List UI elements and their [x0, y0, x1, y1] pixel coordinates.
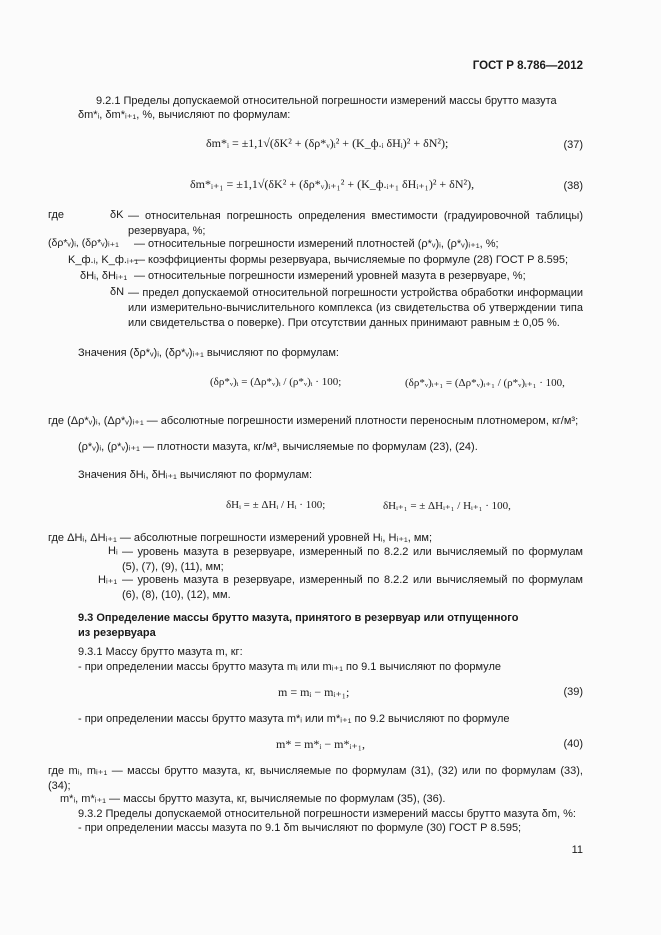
definition-rho: (ρ*ᵥ)ᵢ, (ρ*ᵥ)ᵢ₊₁ — плотности мазута, кг/м³, вычисляемые по формулам (23), (24).	[78, 441, 478, 453]
symbol-dK: δK	[110, 209, 124, 221]
formula-40-number: (40)	[563, 738, 583, 750]
definition-dH-abs: где ΔHᵢ, ΔHᵢ₊₁ — абсолютные погрешности измерений уровней Hᵢ, Hᵢ₊₁, мм;	[48, 532, 433, 544]
symbol-Kf: K_ф.ᵢ, K_ф.ᵢ₊₁	[68, 254, 139, 266]
formula-39-number: (39)	[563, 686, 583, 698]
section-9-3-title: 9.3 Определение массы брутто мазута, принятого в резервуар или отпущенного из резервуара	[78, 612, 519, 639]
definition-dH: — относительные погрешности измерений уровней мазута в резервуаре, %;	[134, 270, 526, 282]
where-word: где	[48, 209, 65, 221]
definition-dK: — относительная погрешность определения вместимости (градуировочной таблицы) резервуара, %;	[128, 210, 583, 237]
definition-mstar: m*ᵢ, m*ᵢ₊₁ — массы брутто мазута, кг, вычисляемые по формулам (35), (36).	[60, 793, 446, 805]
values-rho-intro: Значения (δρ*ᵥ)ᵢ, (δρ*ᵥ)ᵢ₊₁ вычисляют по формулам:	[78, 347, 339, 359]
paragraph-9-2-1-line1: 9.2.1 Пределы допускаемой относительной погрешности измерений массы брутто мазута	[96, 95, 557, 107]
formula-40: m* = m*ᵢ − m*ᵢ₊₁,	[276, 737, 365, 751]
paragraph-9-3-1: 9.3.1 Массу брутто мазута m, кг:	[78, 646, 243, 658]
formula-H-right: δHᵢ₊₁ = ± ΔHᵢ₊₁ / Hᵢ₊₁ · 100,	[383, 500, 511, 512]
formula-38-number: (38)	[563, 180, 583, 192]
bullet-9-1: - при определении массы брутто мазута mᵢ или mᵢ₊₁ по 9.1 вычисляют по формуле	[78, 661, 501, 673]
formula-rho-left: (δρ*ᵥ)ᵢ = (Δρ*ᵥ)ᵢ / (ρ*ᵥ)ᵢ · 100;	[210, 376, 342, 388]
formula-rho-right: (δρ*ᵥ)ᵢ₊₁ = (Δρ*ᵥ)ᵢ₊₁ / (ρ*ᵥ)ᵢ₊₁ · 100,	[405, 377, 565, 389]
definition-Kf: — коэффициенты формы резервуара, вычисляемые по формуле (28) ГОСТ Р 8.595;	[134, 254, 569, 266]
symbol-dH: δHᵢ, δHᵢ₊₁	[80, 270, 128, 282]
definition-drho-abs: где (Δρ*ᵥ)ᵢ, (Δρ*ᵥ)ᵢ₊₁ — абсолютные погрешности измерений плотности переносным плотномером, кг/м³;	[48, 415, 579, 427]
definition-Hi: — уровень мазута в резервуаре, измеренный по 8.2.2 или вычисляемый по формулам (5), (7), (9), (11), мм;	[122, 546, 583, 573]
definition-Hi1: — уровень мазута в резервуаре, измеренный по 8.2.2 или вычисляемый по формулам (6), (8), (10), (12), мм.	[122, 574, 583, 601]
symbol-Hi: Hᵢ	[108, 545, 118, 557]
paragraph-9-2-1-line2: δm*ᵢ, δm*ᵢ₊₁, %, вычисляют по формулам:	[78, 109, 291, 121]
formula-37: δm*ᵢ = ±1,1√(δK² + (δρ*ᵥ)ᵢ² + (K_ф.ᵢ δHᵢ)² + δN²);	[206, 136, 449, 150]
formula-37-number: (37)	[563, 139, 583, 151]
values-H-intro: Значения δHᵢ, δHᵢ₊₁ вычисляют по формулам:	[78, 469, 313, 481]
formula-H-left: δHᵢ = ± ΔHᵢ / Hᵢ · 100;	[226, 499, 326, 511]
symbol-dN: δN	[110, 286, 125, 298]
bullet-9-2: - при определении массы брутто мазута m*ᵢ или m*ᵢ₊₁ по 9.2 вычисляют по формуле	[78, 713, 510, 725]
definition-drho: — относительные погрешности измерений плотностей (ρ*ᵥ)ᵢ, (ρ*ᵥ)ᵢ₊₁, %;	[134, 238, 499, 250]
paragraph-9-3-2: 9.3.2 Пределы допускаемой относительной погрешности измерений массы брутто мазута δm, %:	[78, 808, 576, 820]
formula-39: m = mᵢ − mᵢ₊₁;	[278, 685, 350, 699]
bullet-9-1-dm: - при определении массы мазута по 9.1 δm вычисляют по формуле (30) ГОСТ Р 8.595;	[78, 822, 522, 834]
definition-m: где mᵢ, mᵢ₊₁ — массы брутто мазута, кг, вычисляемые по формулам (31), (32) или по формулам (33), (34);	[48, 765, 583, 792]
page-number: 11	[571, 844, 583, 856]
definition-dN: — предел допускаемой относительной погрешности устройства обработки информации или измерительно-вычислительного комплекса (из свидетельства об утверждении типа или свидетельства о поверке). При отсутствии данных принимают равным ± 0,05 %.	[128, 287, 583, 329]
symbol-drho: (δρ*ᵥ)ᵢ, (δρ*ᵥ)ᵢ₊₁	[48, 237, 119, 249]
document-code-header: ГОСТ Р 8.786—2012	[472, 60, 583, 72]
symbol-Hi1: Hᵢ₊₁	[98, 574, 118, 586]
formula-38: δm*ᵢ₊₁ = ±1,1√(δK² + (δρ*ᵥ)ᵢ₊₁² + (K_ф.ᵢ₊₁ δHᵢ₊₁)² + δN²),	[190, 177, 475, 191]
